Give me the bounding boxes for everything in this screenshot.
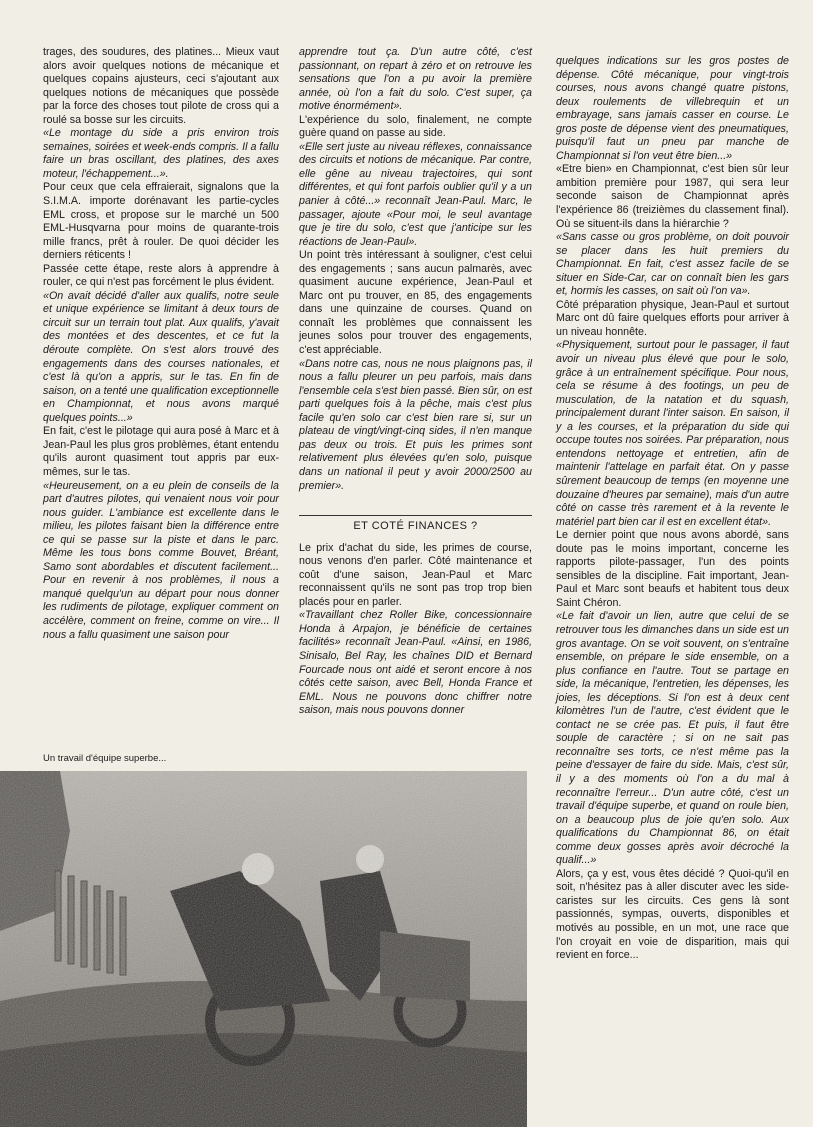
paragraph: «Le montage du side a pris environ trois semaines, soirées et week-ends compris. Il a fallu faire un bras oscillant, des platines, des axes moteur, l'échappement...». [43, 127, 279, 180]
paragraph: Pour ceux que cela effraierait, signalons que la S.I.M.A. importe dorénavant les partie-cycles EML cross, et propose sur le marché un 500 EML-Husqvarna pour moins de quarante-trois mille francs, prêt à rouler. De quoi décider les derniers réticents ! [43, 181, 279, 262]
section-heading: ET COTÉ FINANCES ? [299, 515, 532, 534]
paragraph: Alors, ça y est, vous êtes décidé ? Quoi-qu'il en soit, n'hésitez pas à aller discuter avec les side-caristes sur les circuits. Ces gens là sont passionnés, sympas, ouverts, disponibles et motivés au possible, en un mot, une race que l'on croyait en voie de disparition, mais qui revient en force... [556, 867, 789, 962]
paragraph: «Le fait d'avoir un lien, autre que celui de se retrouver tous les dimanches dans un side est un gros avantage. On se voit souvent, on s'entraîne ensemble, on prépare le side ensemble, on a plus confiance en l'autre. Tout se partage en side, la mécanique, l'entretien, les dépenses, les joies, les déceptions. Si l'on est à deux cent kilomètres l'un de l'autre, c'est évident que le contact ne se crée pas. Et puis, il faut être souple de caractère ; si on ne sait pas reconnaître ses torts, ce n'est même pas la peine d'essayer de faire du side. Mais, c'est sûr, il y a des moments où l'on a du mal à reconnaître l'erreur... D'un autre côté, c'est un travail d'équipe superbe, et quand on roule bien, on a beaucoup plus de joie qu'en solo. Aux qualifications du Championnat 86, on était comme deux gosses après avoir décroché la qualif...» [556, 610, 789, 867]
paragraph: trages, des soudures, des platines... Mieux vaut alors avoir quelques notions de mécanique et quelques copains ajusteurs, ceci s'ajoutant aux quelques notions de mécaniques que possède par la force des choses tout pilote de cross qui a roulé sa bosse sur les circuits. [43, 46, 279, 126]
paragraph: Passée cette étape, reste alors à apprendre à rouler, ce qui n'est pas forcément le plus évident. [43, 262, 279, 289]
column-1 [43, 46, 279, 642]
paragraph: «Travaillant chez Roller Bike, concessionnaire Honda à Arpajon, je bénéficie de certaines facilités» reconnaît Jean-Paul. «Ainsi, en 1986, Sinisalo, Bel Ray, les chaînes DID et Bernard Fourcade nous ont aidé et seront encore à nos côtés cette saison, avec Bell, Honda France et EML. Nous ne pouvons donc chiffrer notre saison, mais nous pouvons donner [299, 609, 532, 717]
paragraph: Le dernier point que nous avons abordé, sans doute pas le moins important, concerne les rapports pilote-passager, l'un des points sensibles de la discipline. Fait important, Jean-Paul et Marc sont beaufs et habitent tous deux Saint Chéron. [556, 529, 789, 609]
paragraph: «On avait décidé d'aller aux qualifs, notre seule et unique expérience se limitant à deux tours de circuit sur un terrain tout plat. Aux qualifs, y'avait des montées et des descentes, et ce fut la déroute complète. On s'est alors trouvé des engagements dans des courses nationales, et c'est là qu'on a appris, sur le tas. En fin de saison, on a tenté une qualification exceptionnelle en Championnat, et nous avons marqué quelques points...» [43, 289, 279, 424]
paragraph: Le prix d'achat du side, les primes de course, nous venons d'en parler. Côté maintenance et coût d'une saison, Jean-Paul et Marc reconnaissent qu'ils ne sont pas trop trop bien placés pour en parler. [299, 541, 532, 608]
photo-caption: Un travail d'équipe superbe... [43, 753, 167, 764]
paragraph: L'expérience du solo, finalement, ne compte guère quand on passe au side. [299, 113, 532, 140]
paragraph: «Etre bien» en Championnat, c'est bien sûr leur ambition première pour 1987, qui sera leur seconde saison de Championnat après l'expérience 86 (treizièmes du classement final). Où se situent-ils dans la hiérarchie ? [556, 163, 789, 230]
paragraph: «Heureusement, on a eu plein de conseils de la part d'autres pilotes, qui venaient nous voir pour nous guider. L'ambiance est excellente dans le milieu, les pilotes faisant bien la différence entre ce qui se passe sur la piste et dans le parc. Même les tous bons comme Bouvet, Bréant, Samo sont abordables et discutent facilement... Pour en revenir à nos problèmes, il nous a manqué quelqu'un au départ pour nous donner les rudiments de pilotage, expliquer comment on accélère, comment on freine, comme on vire... Il nous a fallu quasiment une saison pour [43, 479, 279, 641]
sidecar-photo [0, 771, 527, 1127]
paragraph: «Physiquement, surtout pour le passager, il faut avoir un niveau plus élevé que pour le solo, grâce à un entraînement spécifique. Pour nous, cela se résume à des footings, un peu de musculation, de la natation et du squash, principalement durant l'inter saison. En saison, il y a les courses, et la préparation du side qui occupe toutes nos soirées. Par préparation, nous entendons nettoyage et entretien, afin de maintenir l'attelage en parfait état. On y passe sûrement beaucoup de temps (en moyenne une douzaine d'heures par semaine), mais d'un autre côté on casse très rarement et à la revente le matériel part bien car il est en excellent état». [556, 339, 789, 528]
paragraph: En fait, c'est le pilotage qui aura posé à Marc et à Jean-Paul les plus gros problèmes, étant entendu qu'ils auront quasiment tout appris par eux-mêmes, sur le tas. [43, 425, 279, 478]
paragraph: Côté préparation physique, Jean-Paul et surtout Marc ont dû faire quelques efforts pour arriver à un niveau honnête. [556, 298, 789, 338]
column-2 [299, 46, 532, 718]
paragraph: quelques indications sur les gros postes de dépense. Côté mécanique, pour vingt-trois courses, nous avons changé quatre pistons, deux roulements de villebrequin et un embrayage, sans jamais casser en course. Le gros poste de dépense vient des pneumatiques, puisqu'il faut un pneu par manche de Championnat si l'on veut être bien...» [556, 55, 789, 162]
paragraph: Un point très intéressant à souligner, c'est celui des engagements ; sans aucun palmarès, avec quasiment aucune expérience, Jean-Paul et Marc ont pu trouver, en 85, des engagements dans une quinzaine de courses. Quand on connaît les problèmes que connaissent les jeunes solos pour trouver des engagements, c'est appréciable. [299, 249, 532, 357]
column-3 [556, 55, 789, 963]
paragraph: «Dans notre cas, nous ne nous plaignons pas, il nous a fallu pleurer un peu parfois, mais dans l'ensemble cela s'est bien passé. Bien sûr, on est parti quelques fois à la pêche, mais c'est plus facile qu'en solo car c'est bien rare si, sur un plateau de vingt/vingt-cinq sides, il n'en manque pas deux ou trois. Et puis les primes sont relativement plus élevées qu'en solo, puisque dans un national il peut y avoir 2000/2500 au premier». [299, 357, 532, 492]
paragraph: «Sans casse ou gros problème, on doit pouvoir se placer dans les huit premiers du Championnat. En fait, c'est assez facile de se situer en Side-Car, car on connaît bien les gars et, hormis les casses, on sait où l'on va». [556, 231, 789, 298]
paragraph: apprendre tout ça. D'un autre côté, c'est passionnant, on repart à zéro et on retrouve les sensations que l'on a pu avoir la première année, où l'on a fait du solo. C'est super, ça motive énormément». [299, 46, 532, 113]
paragraph: «Elle sert juste au niveau réflexes, connaissance des circuits et notions de mécanique. Par contre, elle gêne au niveau trajectoires, qui sont différentes, et qui font parfois oublier qu'il y a un panier à côté...» reconnaît Jean-Paul. Marc, le passager, ajoute «Pour moi, le seul avantage que je tire du solo, c'est que j'anticipe sur les réactions de Jean-Paul». [299, 140, 532, 248]
